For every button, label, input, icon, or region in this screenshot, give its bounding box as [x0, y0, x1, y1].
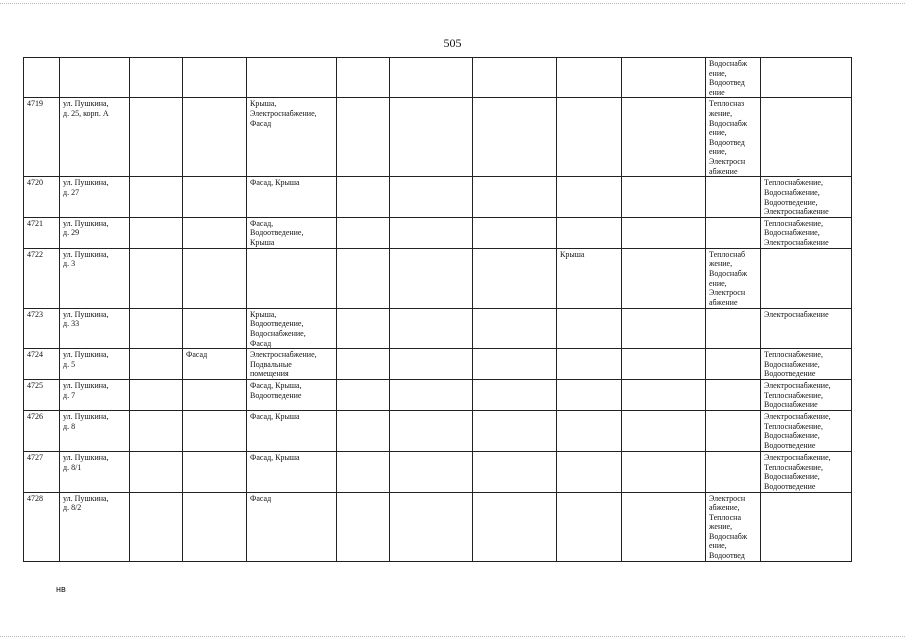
cell: [557, 177, 622, 217]
cell: Крыша: [557, 248, 622, 308]
cell-works: Фасад, Крыша: [247, 411, 337, 452]
cell-address: ул. Пушкина, д. 3: [60, 248, 130, 308]
cell-address: ул. Пушкина, д. 25, корп. А: [60, 98, 130, 177]
cell-networks: Теплоснабжение, Водоснабжение, Водоотведение, Электроснабжение: [761, 177, 852, 217]
cell: [473, 452, 557, 492]
cell: [390, 248, 473, 308]
cell-number: 4722: [24, 248, 60, 308]
cell-number: 4721: [24, 217, 60, 248]
cell-networks: Электроснабжение, Теплоснабжение, Водоснабжение, Водоотведение: [761, 452, 852, 492]
cell-number: 4725: [24, 380, 60, 411]
cell: [337, 380, 390, 411]
cell: [622, 248, 706, 308]
cell: [183, 380, 247, 411]
cell-networks: Теплоснабжение, Водоснабжение, Электроснабжение: [761, 217, 852, 248]
cell: [390, 217, 473, 248]
cell: [473, 177, 557, 217]
cell: [130, 177, 183, 217]
footer-mark: нв: [56, 584, 66, 594]
cell: [130, 248, 183, 308]
cell-networks-narrow: [706, 452, 761, 492]
cell: [337, 411, 390, 452]
cell: [337, 349, 390, 380]
cell: [473, 492, 557, 561]
cell: [130, 492, 183, 561]
cell-address: ул. Пушкина, д. 7: [60, 380, 130, 411]
cell-address: ул. Пушкина, д. 27: [60, 177, 130, 217]
cell-works: Фасад, Водоотведение, Крыша: [247, 217, 337, 248]
cell: [557, 349, 622, 380]
cell: [183, 411, 247, 452]
cell-address: ул. Пушкина, д. 8/1: [60, 452, 130, 492]
cell: [337, 452, 390, 492]
cell-networks: Электроснабжение: [761, 308, 852, 348]
cell-works: Крыша, Водоотведение, Водоснабжение, Фасад: [247, 308, 337, 348]
cell: [337, 58, 390, 98]
cell-networks-narrow: Водоснабж ение, Водоотвед ение: [706, 58, 761, 98]
cell: [622, 452, 706, 492]
cell: [622, 98, 706, 177]
cell-networks-narrow: [706, 380, 761, 411]
cell: [390, 452, 473, 492]
cell: [473, 308, 557, 348]
cell-networks: Электроснабжение, Теплоснабжение, Водоснабжение: [761, 380, 852, 411]
cell: [622, 217, 706, 248]
cell: [183, 308, 247, 348]
cell-networks-narrow: Теплоснаб жение, Водоснабж ение, Электросн абжение: [706, 248, 761, 308]
cell-address: ул. Пушкина, д. 8: [60, 411, 130, 452]
cell-number: 4728: [24, 492, 60, 561]
cell: [557, 380, 622, 411]
cell-works: Фасад, Крыша: [247, 452, 337, 492]
cell: [390, 177, 473, 217]
table-row: [24, 177, 852, 217]
cell: [130, 217, 183, 248]
cell: [622, 380, 706, 411]
cell-networks-narrow: [706, 177, 761, 217]
cell-address: ул. Пушкина, д. 8/2: [60, 492, 130, 561]
cell: [183, 98, 247, 177]
cell: [337, 248, 390, 308]
cell-number: 4719: [24, 98, 60, 177]
cell-networks: [761, 248, 852, 308]
table-row: [24, 58, 852, 98]
cell: [390, 308, 473, 348]
table-row: [24, 349, 852, 380]
cell: [130, 58, 183, 98]
cell: [390, 411, 473, 452]
table-row: [24, 217, 852, 248]
cell-networks: Электроснабжение, Теплоснабжение, Водоснабжение, Водоотведение: [761, 411, 852, 452]
cell-networks: Теплоснабжение, Водоснабжение, Водоотведение: [761, 349, 852, 380]
table-row: [24, 411, 852, 452]
table-row: [24, 492, 852, 561]
cell: [130, 98, 183, 177]
cell: [390, 492, 473, 561]
cell: [473, 58, 557, 98]
cell: [183, 452, 247, 492]
cell-number: 4727: [24, 452, 60, 492]
cell: [557, 217, 622, 248]
cell: [622, 492, 706, 561]
cell-networks-narrow: [706, 308, 761, 348]
cell: [557, 58, 622, 98]
cell: [557, 98, 622, 177]
cell: [390, 380, 473, 411]
scan-edge-bottom: [0, 636, 905, 637]
cell: [622, 177, 706, 217]
cell-works: Электроснабжение, Подвальные помещения: [247, 349, 337, 380]
cell: [622, 349, 706, 380]
cell-address: ул. Пушкина, д. 33: [60, 308, 130, 348]
cell: [337, 217, 390, 248]
cell-address: [60, 58, 130, 98]
cell: [557, 492, 622, 561]
cell: [622, 308, 706, 348]
cell-networks: [761, 98, 852, 177]
page-number: 505: [443, 36, 462, 50]
cell: [183, 492, 247, 561]
cell: [390, 98, 473, 177]
cell: [130, 349, 183, 380]
cell: [130, 380, 183, 411]
cell: [557, 308, 622, 348]
cell: [183, 217, 247, 248]
cell: [337, 308, 390, 348]
cell-works: Фасад: [247, 492, 337, 561]
cell-networks: [761, 492, 852, 561]
cell-works: [247, 248, 337, 308]
cell-address: ул. Пушкина, д. 29: [60, 217, 130, 248]
cell: [473, 349, 557, 380]
cell: [337, 98, 390, 177]
table-row: [24, 452, 852, 492]
registry-table: [23, 57, 852, 562]
cell: Фасад: [183, 349, 247, 380]
cell: [130, 411, 183, 452]
cell-works: [247, 58, 337, 98]
cell: [130, 452, 183, 492]
cell: [473, 380, 557, 411]
cell: [622, 58, 706, 98]
table-row: [24, 248, 852, 308]
cell: [183, 58, 247, 98]
cell-networks-narrow: [706, 411, 761, 452]
cell: [473, 248, 557, 308]
cell-works: Фасад, Крыша: [247, 177, 337, 217]
cell: [337, 177, 390, 217]
cell: [390, 58, 473, 98]
cell: [337, 492, 390, 561]
cell: [622, 411, 706, 452]
cell-number: 4723: [24, 308, 60, 348]
cell-networks-narrow: Электросн абжение, Теплосна жение, Водоснабж ение, Водоотвед: [706, 492, 761, 561]
cell-number: 4724: [24, 349, 60, 380]
cell-networks-narrow: [706, 349, 761, 380]
cell: [473, 411, 557, 452]
cell: [557, 452, 622, 492]
cell: [390, 349, 473, 380]
table-row: [24, 98, 852, 177]
cell: [130, 308, 183, 348]
cell-networks: [761, 58, 852, 98]
cell: [183, 248, 247, 308]
cell-number: 4726: [24, 411, 60, 452]
cell-works: Крыша, Электроснабжение, Фасад: [247, 98, 337, 177]
scan-edge-top: [0, 3, 905, 4]
cell-networks-narrow: [706, 217, 761, 248]
cell-works: Фасад, Крыша, Водоотведение: [247, 380, 337, 411]
table-row: [24, 308, 852, 348]
cell-address: ул. Пушкина, д. 5: [60, 349, 130, 380]
cell: [557, 411, 622, 452]
table-row: [24, 380, 852, 411]
cell: [473, 98, 557, 177]
cell-networks-narrow: Теплосназ жение, Водоснабж ение, Водоотвед ение, Электросн абжение: [706, 98, 761, 177]
cell-number: [24, 58, 60, 98]
cell: [473, 217, 557, 248]
cell: [183, 177, 247, 217]
cell-number: 4720: [24, 177, 60, 217]
